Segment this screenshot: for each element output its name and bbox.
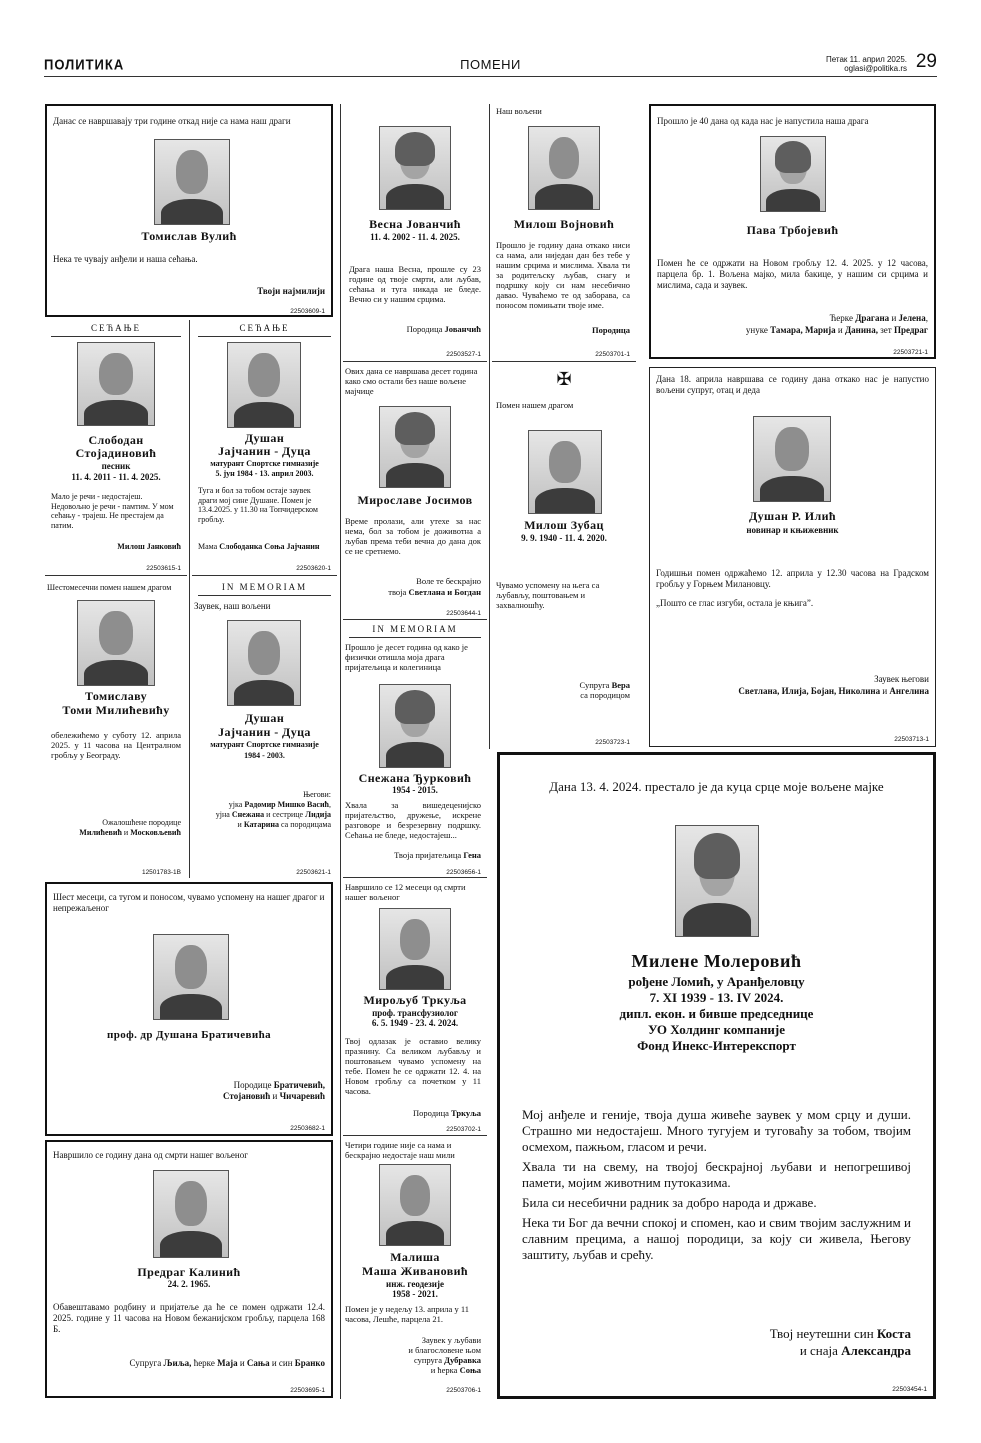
ad-code: 22503615-1 bbox=[146, 565, 181, 572]
notice-text: Прошло је годину дана откако ниси са нама, али ниједан дан без тебе у нашим срцима и мислима. Хвала ти за родитељску љубав, снагу и подршку коју си нам несебично давао. Чуваћемо те од заборава, са поносом помињати твоје име. bbox=[496, 240, 630, 310]
ad-code: 22503713-1 bbox=[894, 736, 929, 743]
notice-signature: Милићевић и Московљевић bbox=[79, 828, 181, 837]
notice-text: Чувамо успомену на њега са љубављу, поштовањем и захвалношћу. bbox=[496, 580, 600, 610]
ad-code: 22503621-1 bbox=[296, 869, 331, 876]
deceased-dates: 1954 - 2015. bbox=[392, 785, 438, 795]
deceased-last-name: Јајчанин - Дуца bbox=[218, 725, 311, 739]
notice-signature: Заувек његови bbox=[874, 674, 929, 684]
deceased-name: Пава Трбојевић bbox=[746, 223, 839, 237]
notice-text: обележићемо у суботу 12. априла 2025. у 11 часова на Централном гробљу у Београду. bbox=[51, 730, 181, 760]
section-title: ПОМЕНИ bbox=[460, 57, 521, 72]
newspaper-logo: ПОЛИТИКА bbox=[44, 55, 125, 74]
notice-intro: Дана 18. априла навршава се годину дана откако нас је напустио вољени супруг, отац и деда bbox=[656, 374, 929, 395]
deceased-last-name: Маша Живановић bbox=[361, 1264, 468, 1278]
notice-stojadinovic bbox=[45, 320, 187, 576]
deceased-role: проф. трансфузиолог bbox=[372, 1008, 458, 1018]
orthodox-cross-icon: ✠ bbox=[556, 369, 572, 389]
portrait-photo bbox=[77, 600, 155, 686]
notice-intro: Заувек, наш вољени bbox=[194, 601, 271, 611]
notice-signature: Његови: ујка Радомир Мишко Васић, ујна Снежана и сестрице Лидија и Катарина са породицама bbox=[215, 790, 331, 829]
notice-signature: Твоји најмилији bbox=[257, 286, 325, 296]
deceased-role: новинар и књижевник bbox=[746, 525, 839, 535]
portrait-photo bbox=[77, 342, 155, 426]
portrait-photo bbox=[227, 620, 301, 706]
portrait-photo bbox=[379, 406, 451, 488]
notice-kalinic bbox=[45, 1140, 333, 1398]
deceased-dates: 1958 - 2021. bbox=[392, 1289, 438, 1299]
portrait-photo bbox=[528, 430, 602, 514]
deceased-name: Милене Молеровић bbox=[631, 951, 802, 971]
notice-signature: Породица bbox=[592, 325, 630, 335]
deceased-last-name: Јајчанин - Дуца bbox=[218, 444, 311, 458]
notice-zivanovic bbox=[343, 1138, 487, 1398]
notice-jajcanin-2 bbox=[192, 580, 337, 878]
ad-code: 22503695-1 bbox=[290, 1387, 325, 1394]
notice-trbojevic bbox=[649, 104, 936, 359]
portrait-photo bbox=[675, 825, 759, 937]
ad-code: 22503527-1 bbox=[446, 351, 481, 358]
notice-heading: СЕЋАЊЕ bbox=[51, 323, 181, 337]
portrait-photo bbox=[528, 126, 600, 210]
deceased-first-name: Слободан bbox=[88, 433, 144, 447]
notice-text: Помен је у недељу 13. априла у 11 часова, Лешће, парцела 21. bbox=[345, 1304, 470, 1324]
deceased-last-name: Томи Милићевићу bbox=[62, 703, 170, 717]
notice-signature: Породице Братичевић, Стојановић и Чичаревић bbox=[223, 1080, 325, 1101]
deceased-name: Томислав Вулић bbox=[141, 229, 237, 243]
page-number: 29 bbox=[915, 51, 937, 72]
portrait-photo bbox=[153, 934, 229, 1020]
notice-molerovic bbox=[497, 752, 936, 1399]
portrait-photo bbox=[154, 139, 230, 225]
deceased-name: Весна Јованчић bbox=[369, 217, 461, 231]
ad-code: 22503454-1 bbox=[892, 1386, 927, 1393]
ad-code: 22503723-1 bbox=[595, 739, 630, 746]
notice-text: Мало је речи - недостајеш. Недовољно је речи - памтим. У мом сећању - трајеш. Не престајем да патим. bbox=[51, 492, 174, 530]
column-divider bbox=[489, 104, 490, 749]
contact-email: oglasi@politika.rs bbox=[844, 64, 907, 73]
column-divider bbox=[340, 104, 341, 1399]
deceased-name: Предраг Калинић bbox=[137, 1265, 241, 1279]
notice-text: Драга наша Весна, прошле су 23 године од твоје смрти, али љубав, сећања и туга никада не бледе. Вечно си у нашим срцима. bbox=[349, 264, 481, 304]
ad-code: 22503620-1 bbox=[296, 565, 331, 572]
notice-jajcanin-1 bbox=[192, 320, 337, 576]
ad-code: 22503609-1 bbox=[290, 308, 325, 315]
ad-code: 22503644-1 bbox=[446, 610, 481, 617]
notice-text: Годишњи помен одржаћемо 12. априла у 12.30 часова на Градском гробљу у Горњем Милановцу. bbox=[656, 568, 929, 589]
issue-date: Петак 11. април 2025. bbox=[825, 55, 907, 64]
notice-signature: твоја Светлана и Богдан bbox=[388, 587, 481, 597]
notice-text: Мој анђеле и геније, твоја душа живеће заувек у мом срцу и души. Страшно ми недостајеш. Много тугујем и туговаћу за тобом, твојим осмехом, пажњом, гласом и речи. Хвала ти на свему, на твојој бескрајној љубави и непогрешивој памети, мојим животним путоказима. Била си несебични радник за добро народа и државе. Нека ти Бог да вечни спокој и спомен, као и свим твојим заслужним и славним прецима, а нашој породици, за коју си живела, Његову заштиту, љубав и срећу. bbox=[522, 1107, 911, 1262]
ad-code: 22503721-1 bbox=[893, 349, 928, 356]
ad-code: 22503706-1 bbox=[446, 1387, 481, 1394]
notice-jovancic bbox=[343, 104, 487, 362]
notice-intro: Прошло је десет година од како је физички отишла моја драга пријатељица и колегиница bbox=[345, 642, 468, 672]
deceased-first-name: Малиша bbox=[390, 1250, 440, 1264]
deceased-role: матурант Спортске гимназије bbox=[210, 740, 319, 749]
portrait-photo bbox=[379, 908, 451, 990]
ad-code: 12501783-1B bbox=[141, 869, 181, 876]
deceased-name: проф. др Душана Братичевића bbox=[106, 1029, 272, 1041]
notice-signature: Милош Јанковић bbox=[117, 542, 181, 551]
deceased-first-name: Томиславу bbox=[84, 689, 148, 703]
notice-intro: Навршило се 12 месеци од смрти нашег вољеног bbox=[345, 882, 466, 902]
notice-trkulja bbox=[343, 880, 487, 1136]
ad-code: 22503702-1 bbox=[446, 1126, 481, 1133]
notice-heading: СЕЋАЊЕ bbox=[198, 323, 331, 337]
notice-signature: Мама Слободанка Соња Јајчанин bbox=[198, 542, 320, 551]
notice-intro: Дана 13. 4. 2024. престало је да куца срце моје вољене мајке bbox=[549, 779, 884, 794]
deceased-role: инж. геодезије bbox=[386, 1279, 444, 1289]
notice-quote: „Пошто се глас изгуби, остала је књига”. bbox=[656, 598, 814, 608]
deceased-first-name: Душан bbox=[244, 711, 285, 725]
notice-signature: Ожалошћене породице bbox=[102, 818, 181, 827]
page-header bbox=[44, 51, 937, 77]
notice-heading: IN MEMORIAM bbox=[198, 582, 331, 596]
notice-heading: IN MEMORIAM bbox=[349, 624, 481, 638]
portrait-photo bbox=[379, 684, 451, 768]
ad-code: 22503701-1 bbox=[595, 351, 630, 358]
portrait-photo bbox=[153, 1170, 229, 1258]
notice-intro: Навршило се годину дана од смрти нашег вољеног bbox=[53, 1150, 248, 1160]
notice-signature: Заувек у љубави и благословене њом супруга Дубравка и ћерка Соња bbox=[408, 1335, 481, 1375]
ad-code: 22503682-1 bbox=[290, 1125, 325, 1132]
notice-text: Помен ће се одржати на Новом гробљу 12. 4. 2025. у 12 часова, парцела бр. 1. Вољена мајко, мила бакице, у нашим си срцима и мислима, сада и заувек. bbox=[657, 258, 928, 290]
deceased-dates: 1984 - 2003. bbox=[244, 751, 285, 760]
notice-signature: Породица Тркуља bbox=[413, 1108, 481, 1118]
notice-signature: Светлана, Илија, Бојан, Николина и Ангелина bbox=[738, 686, 929, 696]
notice-djurkovic bbox=[343, 622, 487, 878]
notice-text: Нека те чувају анђели и наша сећања. bbox=[53, 254, 198, 264]
notice-text: Време пролази, али утехе за нас нема, бол за тобом је доживотна а љубав према теби вечна до дана док се не сретнемо. bbox=[345, 516, 481, 556]
portrait-photo bbox=[379, 1164, 451, 1246]
ad-code: 22503656-1 bbox=[446, 869, 481, 876]
notice-signature: Твој неутешни син Коста и снаја Александра bbox=[769, 1326, 911, 1358]
notice-text: Туга и бол за тобом остаје заувек драги мој сине Душане. Помен је 13.4.2025. у 11.30 на Топчидерском гробљу. bbox=[198, 486, 318, 524]
deceased-dates: 5. јун 1984 - 13. април 2003. bbox=[215, 469, 314, 478]
notice-intro: Четири године није са нама и бескрајно недостаје наш мили bbox=[345, 1140, 455, 1160]
notice-intro: Ових дана се навршава десет година како смо остали без наше вољене мајчице bbox=[345, 366, 478, 396]
deceased-dates: 9. 9. 1940 - 11. 4. 2020. bbox=[521, 533, 607, 543]
notice-text: Хвала за вишедеценијско пријатељство, дружење, искрене разговоре и безрезервну подршку. Сећања не бледе, недостајеш... bbox=[345, 800, 481, 840]
notice-signature: Твоја пријатељица Гена bbox=[394, 850, 481, 860]
notice-signature: Воле те бескрајно bbox=[416, 576, 481, 586]
notice-vulic bbox=[45, 104, 333, 317]
notice-signature: Супруга Вера са породицом bbox=[579, 680, 630, 700]
notice-braticevic bbox=[45, 882, 333, 1136]
notice-text: Твој одлазак је оставио велику празнину. Са великом љубављу и поштовањем чувамо успомену на тебе. Помен ће се одржати 12. 4. на Новом гробљу са почетком у 11 часова. bbox=[345, 1036, 481, 1096]
deceased-dates: 24. 2. 1965. bbox=[167, 1279, 211, 1289]
deceased-dates: 6. 5. 1949 - 23. 4. 2024. bbox=[371, 1018, 459, 1028]
notice-signature: Ћерке Драгана и Јелена, унуке Тамара, Марија и Данина, зет Предраг bbox=[745, 313, 928, 335]
deceased-dates: 11. 4. 2002 - 11. 4. 2025. bbox=[370, 232, 460, 242]
notice-intro: Помен нашем драгом bbox=[496, 400, 574, 410]
notice-ilic bbox=[649, 367, 936, 747]
notice-intro: Данас се навршавају три године откад није са нама наш драги bbox=[53, 116, 291, 126]
portrait-photo bbox=[753, 416, 831, 502]
deceased-role: песник bbox=[101, 461, 131, 471]
portrait-photo bbox=[760, 136, 826, 212]
notice-intro: Шест месеци, са тугом и поносом, чувамо успомену на нашег драгог и непрежаљеног bbox=[53, 892, 325, 913]
deceased-last-name: Стојадиновић bbox=[75, 446, 157, 460]
header-meta bbox=[826, 55, 907, 73]
notice-signature: Супруга Љиља, ћерке Маја и Сања и син Бранко bbox=[129, 1358, 325, 1368]
deceased-name: Мирославе Јосимов bbox=[357, 493, 473, 507]
deceased-name: Душан Р. Илић bbox=[749, 509, 836, 523]
deceased-name: Милош Зубац bbox=[524, 518, 604, 532]
deceased-name: Милош Војновић bbox=[513, 217, 615, 231]
deceased-name: Снежана Ђурковић bbox=[358, 771, 472, 785]
notice-intro: Шестомесечни помен нашем драгом bbox=[47, 583, 172, 592]
notice-milicevic bbox=[45, 580, 187, 878]
notice-josimov bbox=[343, 364, 487, 620]
notice-vojnovic bbox=[492, 104, 636, 362]
notice-intro: Прошло је 40 дана од када нас је напустила наша драга bbox=[657, 116, 869, 126]
deceased-role: матурант Спортске гимназије bbox=[210, 459, 319, 468]
deceased-name: Мирољуб Тркуља bbox=[363, 993, 467, 1007]
portrait-photo bbox=[379, 126, 451, 210]
deceased-dates: 11. 4. 2011 - 11. 4. 2025. bbox=[71, 472, 161, 482]
portrait-photo bbox=[227, 342, 301, 428]
notice-zubac bbox=[492, 364, 636, 748]
notice-signature: Породица Јованчић bbox=[406, 324, 481, 334]
notice-intro: Наш вољени bbox=[496, 106, 542, 116]
deceased-details: рођене Ломић, у Аранђеловцу 7. XI 1939 - 13. IV 2024. дипл. екон. и бивше председнице УО Холдинг компаније Фонд Инекс-Интерекспорт bbox=[619, 974, 814, 1053]
column-divider bbox=[189, 320, 190, 878]
deceased-first-name: Душан bbox=[244, 431, 285, 445]
notice-text: Обавештавамо родбину и пријатеље да ће се помен одржати 12.4. 2025. године у 11 часова на Новом бежанијском гробљу, парцела 168 Б. bbox=[53, 1302, 325, 1334]
